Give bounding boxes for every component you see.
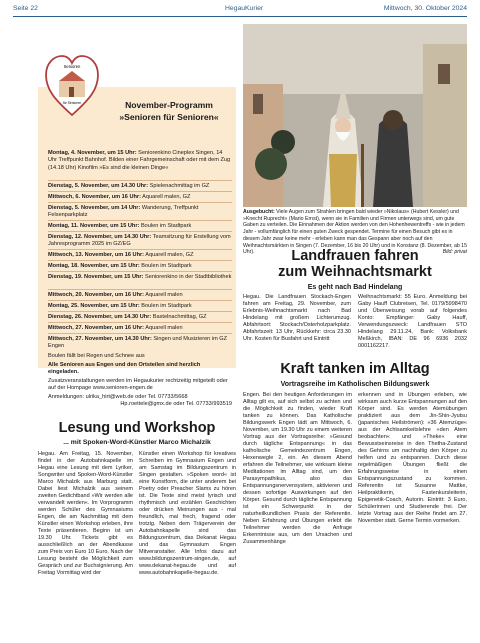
landfrauen-col-2: Weihnachtsmarkt: 55 Euro. Anmeldung bei Gaby Hauff Clubreisen, Tel. 0179/5998470 und Überweisung vorab auf folgendes Konto: Empfänger: Gaby Hauff, Verwendungszweck: Landfrauen STO Hindelang 29.11.24, Bank: Volksbank Meßkirch, IBAN: DE 96 6936 2032 0001162217. [358,294,467,349]
program-contact-1: Anmeldungen: ulrika_hirt@web.de oder Tel. 07733/5668 [48,394,188,400]
photo-credit: Bild: privat [442,249,467,256]
page-number: Seite 22 [13,5,38,12]
lesung-col-1: Hegau. Am Freitag, 15. November, findet in der Autobahnkapelle im Hegau eine Lesung mit dem Lyriker, Songwriter und Spoken-Word-Künstler Marco Michalzik aus Marburg statt. Dabei liest Michalzik aus seinem zweiten Gedichtband »Wir werden alle verwandelt werden«. Im Vorprogramm werden Schüler des Gymnasiums Engen, die am Nachmittag mit dem Künstler einen Workshop erleben, ihre Texte präsentieren. Beginn ist um 19.30 Uhr. Tickets gibt es ausschließlich an der Abendkasse zum Preis von Euro 10 Euro. Nach der Lesung besteht die Möglichkeit zum Gespräch und zur Buchsignierung. Am Freitag Vormittag wird der [38,451,133,576]
alltag-headline: Kraft tanken im Alltag [280,361,430,377]
newspaper-name: HegauKurier [225,5,264,12]
lesung-headline: Lesung und Workshop [58,420,216,436]
program-item: Mittwoch, 27. November, um 14.30 Uhr: Singen und Musizieren im GZ Engen [48,336,228,350]
program-item: Mittwoch, 6. November, um 16 Uhr: Aquarell malen, GZ [48,194,191,200]
program-item: Montag, 18. November, um 15 Uhr: Boulen im Stadtpark [48,263,192,269]
program-title: November-Programm »Senioren für Senioren« [119,100,219,122]
program-item: Montag, 25. November, um 15 Uhr: Boulen im Stadtpark [48,303,192,309]
program-item: Dienstag, 5. November, um 14.30 Uhr: Spielenachmittag im GZ [48,183,210,189]
senioren-heart-logo [44,51,100,118]
page-header [13,3,467,17]
alltag-col-2: erkennen und in Übungen erleben, wie wirksam auch kurze Entspannungen auf den Körper sind. Es werden Atemübungen praktiziert aus dem Jin-Shin-Jyutsu (japanisches Heilströmen): »36 Atemzüge« aus der Achtsamkeitslehre »den Atem beobachten« und »Theke« eine Bewusstseinsreise in den Thetha-Zustand des Gehirns um nachhaltig den Körper zu helfen und zu entspannen. Durch diese regelmäßigen Übungen fließt die Erfahrungsweise in einen Entspannungszustand zu kommen. Referentin ist Susanne Mattke, Heilpraktikerin, Fastenkursleiterin, Epigenetik-Coach, Autorin. Eintritt: 3 Euro, Schülerinnen und Studierende frei. Der letzte Vortrag aus der Reihe findet am 27. November statt. Gerne Termin vormerken. [358,392,467,524]
logo-text-top: Senioren [63,64,81,69]
alltag-col-1: Engen. Bei den heutigen Anforderungen im Alltag gilt es, auf sich selbst zu achten und die Möglichkeit zu finden, wieder Kraft tanken zu können. Das Katholische Bildungswerk Engen lädt am Mittwoch, 6. November, um 19.30 Uhr zu einem weiteren Vortrag aus der Vortragsreihe: »Gesund durch tägliche Entspannung« in das katholische Gemeindezentrum Engen, Hexenwegle 2, ein. An diesem Abend erfahren die Teilnehmer, wie wirksam kleine Meditationen im Alltag sind, um den Parasympathikus, also das Entspannungsnervensystem, aktivieren und dessen sofortige Auswirkungen auf den Körper. Gesund durch tägliche Entspannung ist ein Schwerpunkt in der naturheilkundlichen Praxis der Referentin. Neben Erfahrung und Übungen erlebt die Teilnehmer werden die Anfrage Erkenntnisse aus, um den Ursachen und Zusammenhänge [243,392,352,545]
program-note: Boulen fällt bei Regen und Schnee aus [48,353,145,359]
program-note-homepage: Zusatzveranstaltungen werden im Hegaukurier rechtzeitig mitgeteilt oder auf der Hompage www.senioren-engen.de [48,378,228,392]
lesung-subtitle: ... mit Spoken-Word-Künstler Marco Michalzik [63,439,211,446]
program-item: Dienstag, 12. November, um 14.30 Uhr: Teamsitzung für Erstellung vom Jahresprogramm 2025 im GZ/EG [48,234,231,248]
program-item: Dienstag, 19. November, um 15 Uhr: Seniorenkino in der Stadtbibliothek [48,274,232,280]
lesung-col-2: Künstler einen Workshop für kreatives Schreiben im Gymnasium Engen und am Samstag im Bildungszentrum in Singen gestalten. »Spoken word« ist eine Kunstform, die unter anderem bei Poetry oder Preacher Slams zu hören ist. Die Texte sind meist lyrisch und rhythmisch und erzählen Geschichten oder drücken Meinungen aus - mal freundlich, mal frech, fragend oder trotzig. Neben dem Trägerverein der Autobahnkapelle sind das Bildungszentrum, das Dekanat Hegau und das Gymnasium Engen Mitveranstalter. Alle Infos dazu auf www.bildungszentrum-singen.de, auf www.dekanat-hegau.de und auf www.autobahnkapelle-hegau.de. [139,451,236,576]
landfrauen-subtitle: Es geht nach Bad Hindelang [307,284,403,291]
photo-caption: Ausgebucht: Viele Augen zum Strahlen bringen bald wieder »Nikolaus« (Hubert Kessler) und »Knecht Ruprecht« (Mario Ernst), wenn sie in Familien und Firmen unterwegs sind, um gute Gaben zu verteilen. Die Einnahmen der Aktion werden von den Hohenhewentreffs - wie in jedem Jahr - vollumfänglich für einen guten Zweck gespendet. Termine für einen Besuch gibt es in diesem Jahr zwar keine mehr - erleben kann man das Gespann aber noch auf den Weihnachtsmärkten in Singen (7. Dezember, 16 bis 20 Uhr) und in Konstanz (8. Dezember, ab 15 Uhr). Bild: privat [243,209,467,256]
logo-text-sub: für Senioren [62,101,82,105]
issue-date: Mittwoch, 30. Oktober 2024 [383,5,467,12]
program-item: Montag, 4. November, um 15 Uhr: Seniorenkino Cineplex Singen, 14 Uhr Treffpunkt Bahnhof. Bilden einer Fahrgemeinschaft oder mit dem Zug (14.18 Uhr) Kinofilm »Es sind die kleinen Dinge« [48,150,231,171]
alltag-subtitle: Vortragsreihe im Katholischen Bildungswerk [280,381,430,388]
program-invitation: Alle Senioren aus Engen und den Ortsteilen sind herzlich eingeladen. [48,362,201,376]
program-item: Dienstag, 5. November, um 14 Uhr: Wanderung, Treffpunkt Felsenparkplatz [48,205,199,219]
program-item: Dienstag, 26. November, um 14.30 Uhr: Bastelnachmittag, GZ [48,314,207,320]
landfrauen-headline: Landfrauen fahren zum Weihnachtsmarkt [278,248,432,280]
program-item: Mittwoch, 13. November, um 16 Uhr: Aquarell malen, GZ [48,252,194,258]
program-item: Montag, 11. November, um 15 Uhr: Boulen im Stadtpark [48,223,192,229]
landfrauen-col-1: Hegau. Die Landfrauen Stockach-Engen fahren am Freitag, 29. November, zum Erlebnis-Weihnachtsmarkt nach Bad Hindelang mit großem Lichterumzug. Abfahrtsort: Stockach/Osterholzparkplatz. Abfahrtszeit: 13 Uhr, Rückkehr: circa 23.30 Uhr. Kosten für Busfahrt und Eintritt [243,294,351,342]
program-item: Mittwoch, 20. November, um 16 Uhr: Aquarell malen [48,292,183,298]
nikolaus-photo [243,24,467,207]
program-contact-2: Hp.roettele@gmx.de oder Tel. 07733/993519 [120,401,232,407]
program-item: Mittwoch, 27. November, um 16 Uhr: Aquarell malen [48,325,183,331]
